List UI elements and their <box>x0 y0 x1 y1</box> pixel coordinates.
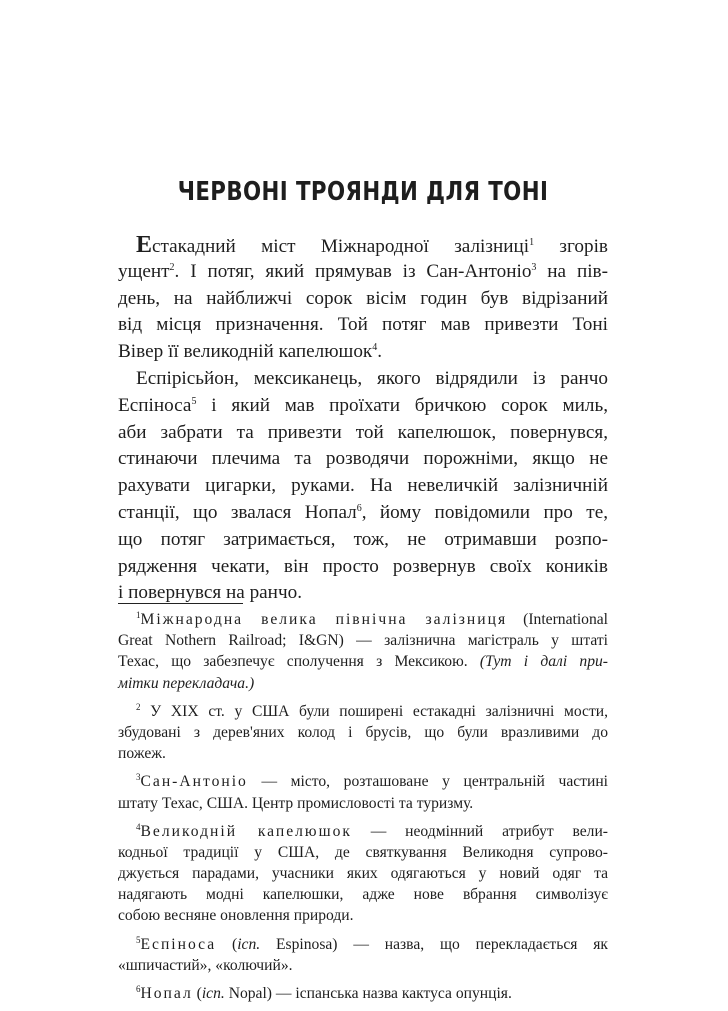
text-line: і повернувся на ранчо. <box>118 582 302 604</box>
footnote-term: Нопал <box>140 985 193 1002</box>
footnote-number: 1 <box>136 610 141 620</box>
footnote-number: 4 <box>136 821 141 832</box>
footnote-ref: 1 <box>529 237 535 248</box>
text-line: ущент$^2$. І потяг, який прямував із Сан-Антоніо$^3$ на пів- <box>118 260 608 282</box>
text-line: день, на найближчі сорок вісім годин був відрізаний <box>118 287 608 309</box>
footnote-line: $^5$Еспіноса (ісп. Espinosa) — назва, що перекладається як <box>136 934 609 953</box>
footnote-line: $^4$Великодній капелюшок — неодмінний атрибут вели- <box>136 821 608 840</box>
text-line: аби забрати та привезти той капелюшок, повернувся, <box>118 421 608 443</box>
main-text <box>118 232 608 607</box>
text-line: Естакадний міст Міжнародної залізниці$^1$ згорів <box>136 232 608 258</box>
footnote-number: 6 <box>136 984 141 994</box>
text-line: від місця призначення. Той потяг мав привезти Тоні <box>118 314 608 336</box>
footnote <box>118 771 608 813</box>
footnote-ref: 5 <box>191 395 197 407</box>
footnote-number: 5 <box>136 934 141 945</box>
footnote-ref: 3 <box>531 261 537 273</box>
footnote-line: мітки перекладача.) <box>118 674 255 692</box>
footnote-term: Міжнародна велика північна залізниця <box>140 611 508 628</box>
footnote-line: $^2$ У ХІХ ст. у США були поширені естакадні залізничні мости, <box>136 701 608 720</box>
drop-cap: Е <box>136 232 153 258</box>
text-line: Еспірісьйон, мексиканець, якого відрядили із ранчо <box>136 367 608 389</box>
footnote-ref: 2 <box>169 261 175 273</box>
text-line: Еспіноса$^5$ і який мав проїхати бричкою сорок миль, <box>118 394 608 416</box>
footnote-line: собою весняне оновлення природи. <box>118 907 354 925</box>
text-line: стинаючи плечима та розводячи порожніми, якщо не <box>118 448 608 470</box>
footnote-line: джується парадами, учасники яких одягаються у новий одяг та <box>118 865 608 883</box>
footnote-term: Еспіноса <box>140 935 217 953</box>
text-line: рядження чекати, він просто розвернув своїх коників <box>118 555 608 577</box>
footnote <box>118 821 608 927</box>
footnote-divider <box>118 603 243 604</box>
footnote-ref: 4 <box>372 342 378 354</box>
footnote-line: Great Nothern Railroad; I&GN) — залізнична магістраль у штаті <box>118 632 608 650</box>
footnote-line: $^3$Сан-Антоніо — місто, розташоване у центральній частині <box>136 772 608 791</box>
footnote-ref: 6 <box>356 502 362 514</box>
footnote-line: штату Техас, США. Центр промисловості та туризму. <box>118 794 474 812</box>
footnote <box>118 609 608 694</box>
footnote-line: пожеж. <box>118 745 166 763</box>
footnote-line: збудовані з дерев'яних колод і брусів, що були вразливими до <box>118 723 608 741</box>
footnote <box>118 934 608 976</box>
text-line: станції, що звалася Нопал$^6$, йому повідомили про те, <box>118 501 609 523</box>
text-line: що потяг затримається, тож, не отримавши розпо- <box>118 528 608 550</box>
footnote-line: надягають модні капелюшки, адже нове вбрання символізує <box>118 886 608 904</box>
footnote-line: Техас, що забезпечує сполучення з Мексикою. (Тут і далі при- <box>118 653 608 671</box>
text-line: Вівер її великодній капелюшок$^4$. <box>118 341 383 363</box>
footnote-term: Сан-Антоніо <box>140 773 248 791</box>
footnote-number: 3 <box>136 772 141 783</box>
text-line: рахувати цигарки, руками. На невеличкій залізничній <box>118 475 608 497</box>
footnote-line: «шпичастий», «колючий». <box>118 956 293 974</box>
footnote-term: Великодній капелюшок <box>140 822 352 840</box>
footnote-line: $^6$Нопал (ісп. Nopal) — іспанська назва кактуса опунція. <box>136 984 512 1002</box>
footnote <box>118 701 608 765</box>
footnotes <box>118 609 608 1011</box>
footnote <box>118 983 608 1004</box>
footnote-line: кодньої традиції у США, де святкування Великодня супрово- <box>118 843 608 861</box>
footnote-line: $^1$Міжнародна велика північна залізниця (International <box>136 610 609 628</box>
chapter-title: ЧЕРВОНІ ТРОЯНДИ ДЛЯ ТОНІ <box>177 177 549 207</box>
footnote-number: 2 <box>136 701 141 712</box>
